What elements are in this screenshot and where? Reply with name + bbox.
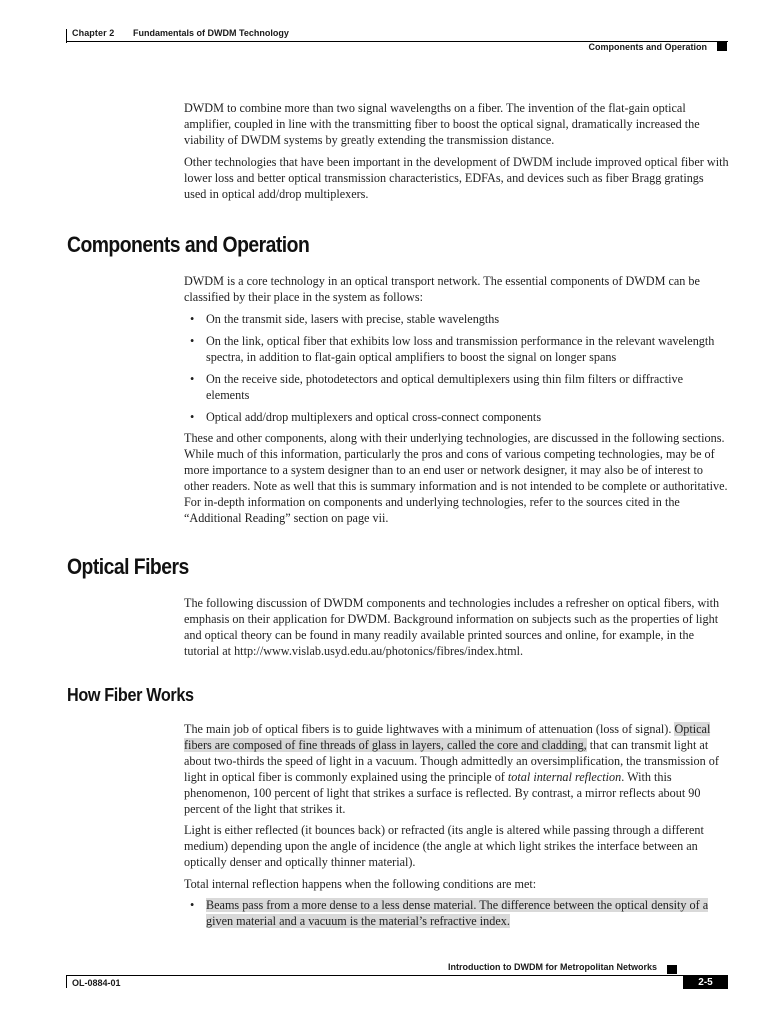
- bullet-icon: •: [190, 372, 195, 386]
- conditions-bullet-list: [184, 897, 729, 929]
- list-item-text: On the link, optical fiber that exhibits low loss and transmission performance in the relevant wavelength spectra, in addition to flat-gain optical amplifiers to boost the signal on longer spans: [206, 334, 715, 364]
- how-fiber-works-text-2: Light is either reflected (it bounces back) or refracted (its angle is altered while passing through a different medium) depending upon the angle of incidence (the angle at which light strikes the interface between an optically denser and optically thinner material).: [184, 823, 704, 869]
- optical-fibers-text: The following discussion of DWDM components and technologies includes a refresher on optical fibers, with emphasis on their application for DWDM. Background information on subjects such as the properties of light and optical theory can be found in many readily available printed sources and online, for example, in the tutorial at http://www.vislab.usyd.edu.au/photonics/fibres/index.html.: [184, 596, 720, 658]
- components-paragraph-2: [184, 430, 729, 526]
- text-run: that can transmit light at about two-thirds the speed of light in a vacuum. Though admittedly an oversimplification, the transmission of light in optical fiber is commonly explained using the principle of: [184, 738, 719, 784]
- components-text-2: These and other components, along with their underlying technologies, are discussed in the following sections. While much of this information, particularly the pros and cons of various competing technologies, may be of more importance to a system designer than to an end user or network designer, it may also be of interest to other readers. Note as well that this is summary information and is not intended to be complete or authoritative. For in-depth information on components and underlying technologies, refer to the sources cited in the “Additional Reading” section on page vii.: [184, 431, 728, 525]
- page-number: 2-5: [683, 975, 728, 989]
- footer-tick: [66, 975, 67, 988]
- components-intro-text: DWDM is a core technology in an optical transport network. The essential components of DWDM can be classified by their place in the system as follows:: [184, 274, 700, 304]
- highlighted-text: Optical fibers are composed of fine threads of glass in layers, called the core and cladding,: [184, 722, 711, 752]
- emphasis-term: total internal reflection: [507, 770, 622, 784]
- header-marker: [717, 42, 727, 51]
- footer-book-title: Introduction to DWDM for Metropolitan Networks: [448, 962, 657, 972]
- header-chapter-title: Fundamentals of DWDM Technology: [133, 28, 289, 38]
- heading-how-fiber-works: How Fiber Works: [67, 685, 194, 705]
- how-fiber-works-text-1: [184, 721, 729, 817]
- footer-marker: [667, 965, 677, 974]
- intro-text-1: DWDM to combine more than two signal wavelengths on a fiber. The invention of the flat-gain optical amplifier, coupled in line with the transmitting fiber to boost the optical signal, dramatically increased the viability of DWDM systems by greatly extending the transmission distance.: [184, 101, 700, 147]
- text-run: The main job of optical fibers is to guide lightwaves with a minimum of attenuation (loss of signal).: [184, 722, 672, 736]
- heading-optical-fibers: Optical Fibers: [67, 554, 189, 579]
- how-fiber-works-paragraph-3: [184, 876, 729, 892]
- list-item-text: Optical add/drop multiplexers and optical cross-connect components: [206, 410, 542, 424]
- list-item: [184, 333, 729, 365]
- text-run: . With this phenomenon, 100 percent of light that strikes a surface is reflected. By contrast, a mirror reflects about 90 percent of the light that strikes it.: [184, 770, 701, 816]
- list-item: [184, 371, 729, 403]
- how-fiber-works-text-3: Total internal reflection happens when the following conditions are met:: [184, 877, 537, 891]
- how-fiber-works-paragraph-1: [184, 721, 729, 817]
- components-intro: [184, 273, 729, 305]
- list-item: [184, 409, 729, 425]
- intro-paragraph-2: [184, 154, 729, 202]
- list-item-text: On the transmit side, lasers with precise, stable wavelengths: [206, 312, 500, 326]
- footer-doc-id: OL-0884-01: [72, 978, 121, 988]
- bullet-icon: •: [190, 898, 195, 912]
- optical-fibers-paragraph: [184, 595, 729, 659]
- list-item: [184, 897, 729, 929]
- bullet-icon: •: [190, 312, 195, 326]
- intro-text-2: Other technologies that have been important in the development of DWDM include improved optical fiber with lower loss and better optical transmission characteristics, EDFAs, and devices such as fiber Bragg gratings used in optical add/drop multiplexers.: [184, 155, 729, 201]
- heading-components-operation: Components and Operation: [67, 232, 310, 257]
- bullet-icon: •: [190, 334, 195, 348]
- how-fiber-works-paragraph-2: [184, 822, 729, 870]
- footer-rule: [66, 975, 728, 976]
- bullet-icon: •: [190, 410, 195, 424]
- header-chapter: Chapter 2: [72, 28, 115, 38]
- components-bullet-list: [184, 311, 729, 425]
- list-item: [184, 311, 729, 327]
- list-item-text: On the receive side, photodetectors and optical demultiplexers using thin film filters or diffractive elements: [206, 372, 683, 402]
- highlighted-text: Beams pass from a more dense to a less dense material. The difference between the optical density of a given material and a vacuum is the material’s refractive index.: [206, 898, 709, 928]
- intro-paragraph-1: [184, 100, 729, 148]
- header-section-title: Components and Operation: [588, 42, 707, 52]
